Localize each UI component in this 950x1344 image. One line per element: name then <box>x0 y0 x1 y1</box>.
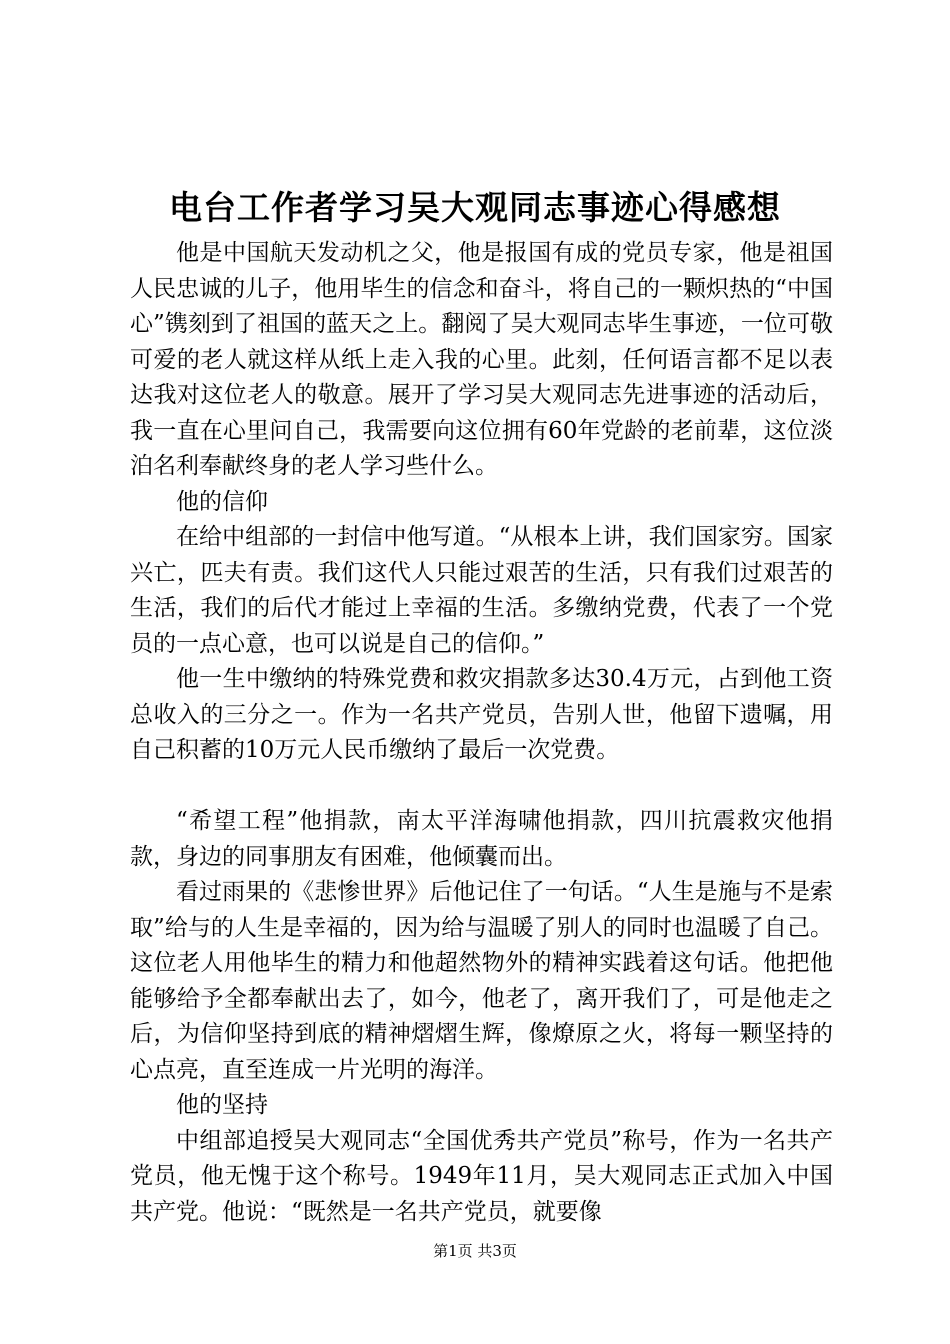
section-heading-persistence: 他的坚持 <box>176 1092 268 1118</box>
section-heading-belief: 他的信仰 <box>176 488 268 515</box>
paragraph-intro: 他是中国航天发动机之父，他是报国有成的党员专家，他是祖国人民忠诚的儿子，他用毕生的信念和奋斗，将自己的一颗炽热的“中国心”镌刻到了祖国的蓝天之上。翻阅了吴大观同志毕生事迹，一位可敬可爱的老人就这样从纸上走入我的心里。此刻，任何语言都不足以表达我对这位老人的敬意。展开了学习吴大观同志先进事迹的活动后，我一直在心里问自己，我需要向这位拥有60年党龄的老前辈，这位淡泊名利奉献终身的老人学习些什么。 <box>130 240 833 479</box>
paragraph-honor: 中组部追授吴大观同志“全国优秀共产党员”称号，作为一名共产党员，他无愧于这个称号。1949年11月，吴大观同志正式加入中国共产党。他说：“既然是一名共产党员，就要像 <box>130 1127 833 1225</box>
paragraph-spacer <box>130 769 833 805</box>
document-body <box>130 236 833 1230</box>
paragraph-letter: 在给中组部的一封信中他写道。“从根本上讲，我们国家穷。国家兴亡，匹夫有责。我们这代人只能过艰苦的生活，只有我们过艰苦的生活，我们的后代才能过上幸福的生活。多缴纳党费，代表了一个党员的一点心意，也可以说是自己的信仰。” <box>130 524 833 657</box>
document-title: 电台工作者学习吴大观同志事迹心得感想 <box>169 188 781 227</box>
paragraph-hugo: 看过雨果的《悲惨世界》后他记住了一句话。“人生是施与不是索取”给与的人生是幸福的，因为给与温暖了别人的同时也温暖了自己。这位老人用他毕生的精力和他超然物外的精神实践着这句话。他把他能够给予全都奉献出去了，如今，他老了，离开我们了，可是他走之后，为信仰坚持到底的精神熠熠生辉，像燎原之火，将每一颗坚持的心点亮，直至连成一片光明的海洋。 <box>130 879 833 1083</box>
paragraph-donations: 他一生中缴纳的特殊党费和救灾捐款多达30.4万元，占到他工资总收入的三分之一。作为一名共产党员，告别人世，他留下遗嘱，用自己积蓄的10万元人民币缴纳了最后一次党费。 <box>130 666 833 763</box>
page-footer: 第1页 共3页 <box>433 1242 517 1260</box>
paragraph-charity: “希望工程”他捐款，南太平洋海啸他捐款，四川抗震救灾他捐款，身边的同事朋友有困难，他倾囊而出。 <box>130 808 833 870</box>
